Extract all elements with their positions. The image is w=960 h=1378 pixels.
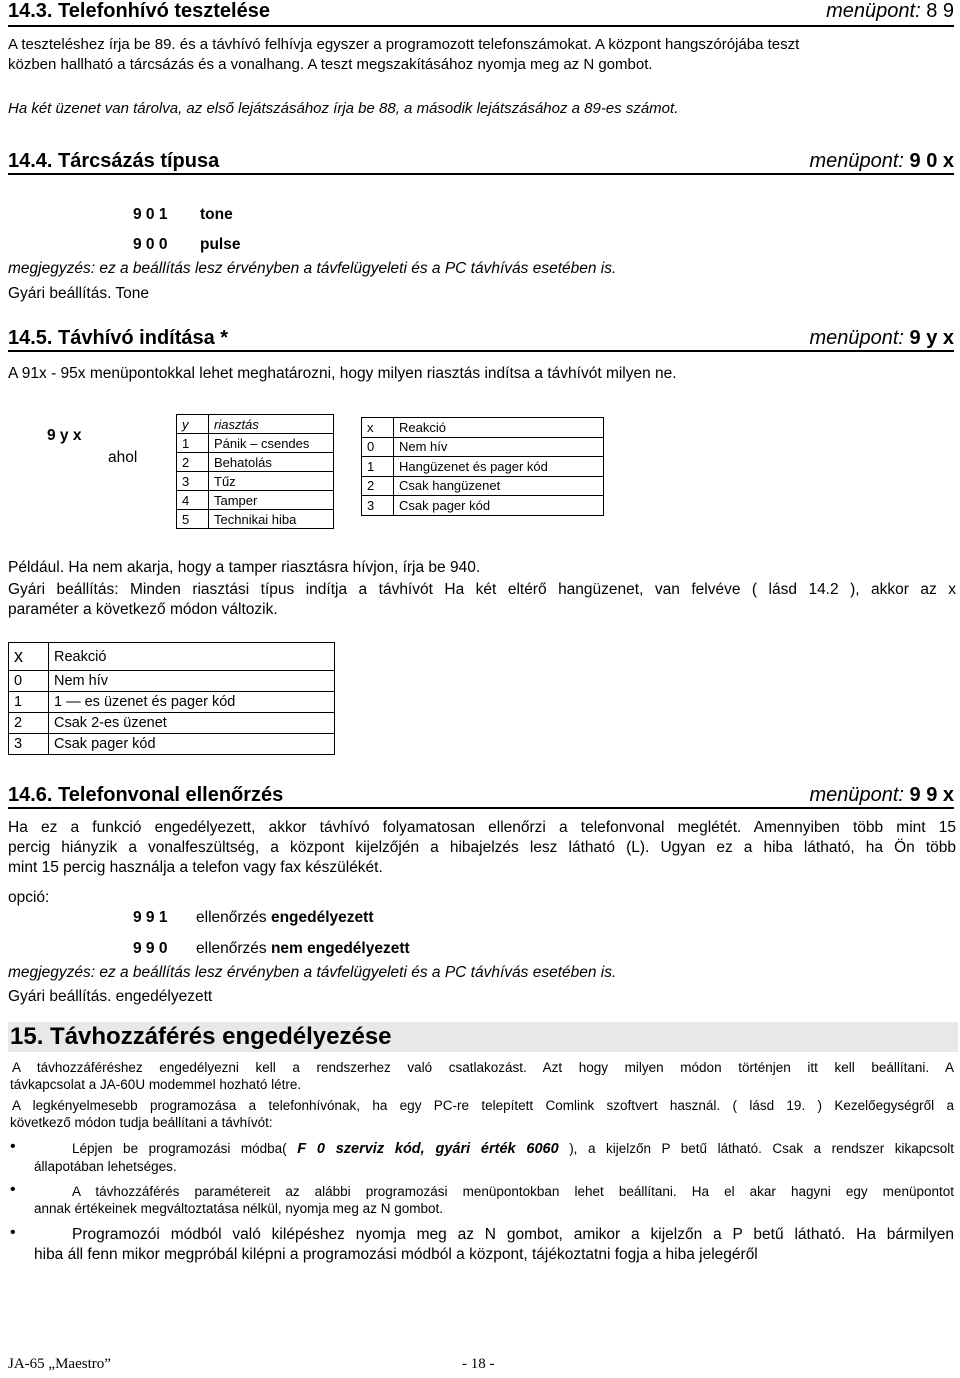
table-cell: 1 <box>177 434 209 453</box>
table-row <box>177 453 334 472</box>
reaction-table-2 <box>8 642 335 755</box>
section-underline <box>8 173 954 175</box>
text-line: A legkényelmesebb programozása a telefonhívónak, ha egy PC-re telepített Comlink szoftvert használ. ( lásd 19. ) Kezelőegységről a <box>12 1098 954 1113</box>
menu-label: menüpont: <box>809 327 904 349</box>
text-line: következő módon tudja beállítani a távhívót: <box>10 1115 273 1130</box>
option-text <box>196 939 410 959</box>
section-14-4-note: megjegyzés: ez a beállítás lesz érvényben a távfelügyeleti és a PC távhívás esetében is. <box>8 260 617 277</box>
section-14-3-menu <box>826 0 954 23</box>
bullet-icon: • <box>10 1181 16 1198</box>
table-header: x <box>9 643 49 671</box>
table-cell: 3 <box>9 734 49 755</box>
section-14-6-paragraph <box>8 818 956 878</box>
section-14-3-title: 14.3. Telefonhívó tesztelése <box>8 0 270 22</box>
text-line: állapotában lehetséges. <box>34 1159 177 1174</box>
bullet-item-3 <box>34 1225 954 1265</box>
section-14-5-intro: A 91x - 95x menüpontokkal lehet meghatározni, hogy milyen riasztás indítsa a távhívót milyen ne. <box>8 365 677 382</box>
text-line: hiba áll fenn mikor megpróbál kilépni a programozási módból a központ, tájékoztatni fogja a hiba jelegéről <box>34 1246 758 1263</box>
option-pre: ellenőrzés <box>196 940 267 957</box>
menu-label: menüpont: <box>826 0 921 22</box>
table-row <box>362 437 604 457</box>
table-cell: 1 — es üzenet és pager kód <box>49 692 335 713</box>
text-line: A teszteléshez írja be 89. és a távhívó felhívja egyszer a programozott telefonszámokat. A központ hangszórójába teszt <box>8 36 800 53</box>
bullet-pre: Lépjen be programozási módba( <box>72 1141 287 1156</box>
menu-code: 9 9 x <box>909 784 954 806</box>
section-14-4-title: 14.4. Tárcsázás típusa <box>8 150 220 172</box>
option-label: opció: <box>8 889 50 906</box>
menu-code: 8 9 <box>926 0 954 22</box>
menu-label: menüpont: <box>809 784 904 806</box>
text-line <box>34 1140 954 1158</box>
text-line: Programozói módból való kilépéshez nyomja meg az N gombot, amikor a kijelzőn a P betű látható. Ha bármilyen <box>72 1226 954 1243</box>
option-bold: nem engedélyezett <box>270 940 410 957</box>
bullet-item-2 <box>34 1183 954 1217</box>
section-15-paragraph-1 <box>8 1059 954 1093</box>
option-text <box>196 908 373 928</box>
menu-code: 9 0 x <box>909 150 954 172</box>
table-row <box>9 734 335 755</box>
section-14-6-factory: Gyári beállítás. engedélyezett <box>8 988 213 1005</box>
section-14-4-factory: Gyári beállítás. Tone <box>8 285 150 302</box>
menu-code: 9 y x <box>909 327 954 349</box>
alarm-type-table <box>176 414 334 529</box>
table-cell: 5 <box>177 510 209 529</box>
section-14-6-title: 14.6. Telefonvonal ellenőrzés <box>8 784 284 806</box>
table-cell: Technikai hiba <box>209 510 334 529</box>
section-14-5-title: 14.5. Távhívó indítása * <box>8 327 229 349</box>
table-cell: 3 <box>177 472 209 491</box>
footer-product: JA-65 „Maestro” <box>8 1356 111 1372</box>
table-row <box>9 692 335 713</box>
table-cell: Csak hangüzenet <box>394 476 604 496</box>
text-line: annak értékeinek megváltoztatása nélkül, nyomja meg az N gombot. <box>34 1201 443 1216</box>
table-row <box>177 434 334 453</box>
factory-setting-text <box>8 580 956 620</box>
table-cell: 3 <box>362 496 394 516</box>
section-underline <box>8 350 954 352</box>
option-pre: ellenőrzés <box>196 909 267 926</box>
option-code: 9 0 1 <box>133 206 168 223</box>
section-15-paragraph-2 <box>8 1097 954 1131</box>
table-header: x <box>362 418 394 438</box>
table-cell: 2 <box>177 453 209 472</box>
reaction-table <box>361 417 604 516</box>
table-cell: 2 <box>362 476 394 496</box>
table-cell: Tűz <box>209 472 334 491</box>
option-label: pulse <box>200 236 241 253</box>
option-code: 9 9 1 <box>133 909 168 926</box>
option-code: 9 0 0 <box>133 236 168 253</box>
table-cell: 1 <box>9 692 49 713</box>
section-15-title: 15. Távhozzáférés engedélyezése <box>8 1022 958 1052</box>
table-cell: Csak 2-es üzenet <box>49 713 335 734</box>
footer-page-number: - 18 - <box>462 1356 495 1372</box>
table-row <box>9 713 335 734</box>
text-line: A távhozzáférés paramétereit az alábbi programozási menüpontokban lehet beállítani. Ha el akar hagyni egy menüpontot <box>72 1184 954 1199</box>
table-cell: Nem hív <box>394 437 604 457</box>
table-row <box>362 496 604 516</box>
formula: 9 y x <box>47 427 82 444</box>
bullet-icon: • <box>10 1224 16 1241</box>
table-header: Reakció <box>394 418 604 438</box>
text-line: Ha ez a funkció engedélyezett, akkor távhívó folyamatosan ellenőrzi a telefonvonal meglétét. Amennyiben több mint 15 <box>8 819 956 836</box>
text-line: percig hiányzik a vonalfeszültség, a központ kijelzőjén a hibajelzés lesz látható (L). Ugyan ez a hiba látható, ha Ön több <box>8 839 956 856</box>
text-line: Gyári beállítás: Minden riasztási típus indítja a távhívót Ha két eltérő hangüzenet, van felvéve ( lásd 14.2 ), akkor az x <box>8 581 956 598</box>
table-row <box>177 491 334 510</box>
table-row <box>362 476 604 496</box>
section-14-3-paragraph <box>8 35 956 75</box>
text-line: közben hallható a tárcsázás és a vonalhang. A teszt megszakításához nyomja meg az N gombot. <box>8 56 653 73</box>
text-line: távkapcsolat a JA-60U modemmel hozható létre. <box>10 1077 302 1092</box>
bullet-item-1 <box>34 1140 954 1175</box>
table-cell: Csak pager kód <box>49 734 335 755</box>
table-cell: 4 <box>177 491 209 510</box>
section-14-4-menu <box>809 150 954 173</box>
option-label: tone <box>200 206 233 223</box>
table-cell: Hangüzenet és pager kód <box>394 457 604 477</box>
menu-label: menüpont: <box>809 150 904 172</box>
table-cell: Pánik – csendes <box>209 434 334 453</box>
table-header: Reakció <box>49 643 335 671</box>
table-cell: Behatolás <box>209 453 334 472</box>
table-row <box>362 457 604 477</box>
text-line: mint 15 percig használja a telefon vagy fax készülékét. <box>8 859 383 876</box>
table-cell: 2 <box>9 713 49 734</box>
text-line: A távhozzáféréshez engedélyezni kell a rendszerhez való csatlakozást. Azt hogy milyen módon történjen itt kell beállítani. A <box>12 1060 954 1075</box>
section-14-3-note: Ha két üzenet van tárolva, az első lejátszásához írja be 88, a második lejátszásához a 89-es számot. <box>8 100 679 117</box>
section-14-5-menu <box>809 327 954 350</box>
table-cell: 0 <box>362 437 394 457</box>
option-code: 9 9 0 <box>133 940 168 957</box>
table-cell: 0 <box>9 671 49 692</box>
table-header: riasztás <box>209 415 334 434</box>
section-14-6-note: megjegyzés: ez a beállítás lesz érvényben a távfelügyeleti és a PC távhívás esetében is. <box>8 964 617 981</box>
table-cell: Tamper <box>209 491 334 510</box>
text-line: paraméter a következő módon változik. <box>8 601 278 618</box>
table-row <box>9 671 335 692</box>
example-text: Például. Ha nem akarja, hogy a tamper riasztásra hívjon, írja be 940. <box>8 559 481 576</box>
table-cell: Csak pager kód <box>394 496 604 516</box>
bullet-bold: F 0 szerviz kód, gyári érték 6060 <box>297 1141 559 1157</box>
table-row <box>177 472 334 491</box>
table-header: y <box>177 415 209 434</box>
table-row <box>177 510 334 529</box>
where-label: ahol <box>108 449 138 466</box>
section-underline <box>8 807 954 809</box>
section-underline <box>8 25 954 27</box>
table-cell: Nem hív <box>49 671 335 692</box>
option-bold: engedélyezett <box>270 909 374 926</box>
bullet-icon: • <box>10 1138 16 1155</box>
section-14-6-menu <box>809 784 954 807</box>
table-cell: 1 <box>362 457 394 477</box>
bullet-post: ), a kijelzőn P betű látható. Csak a rendszer kikapcsolt <box>569 1141 954 1156</box>
